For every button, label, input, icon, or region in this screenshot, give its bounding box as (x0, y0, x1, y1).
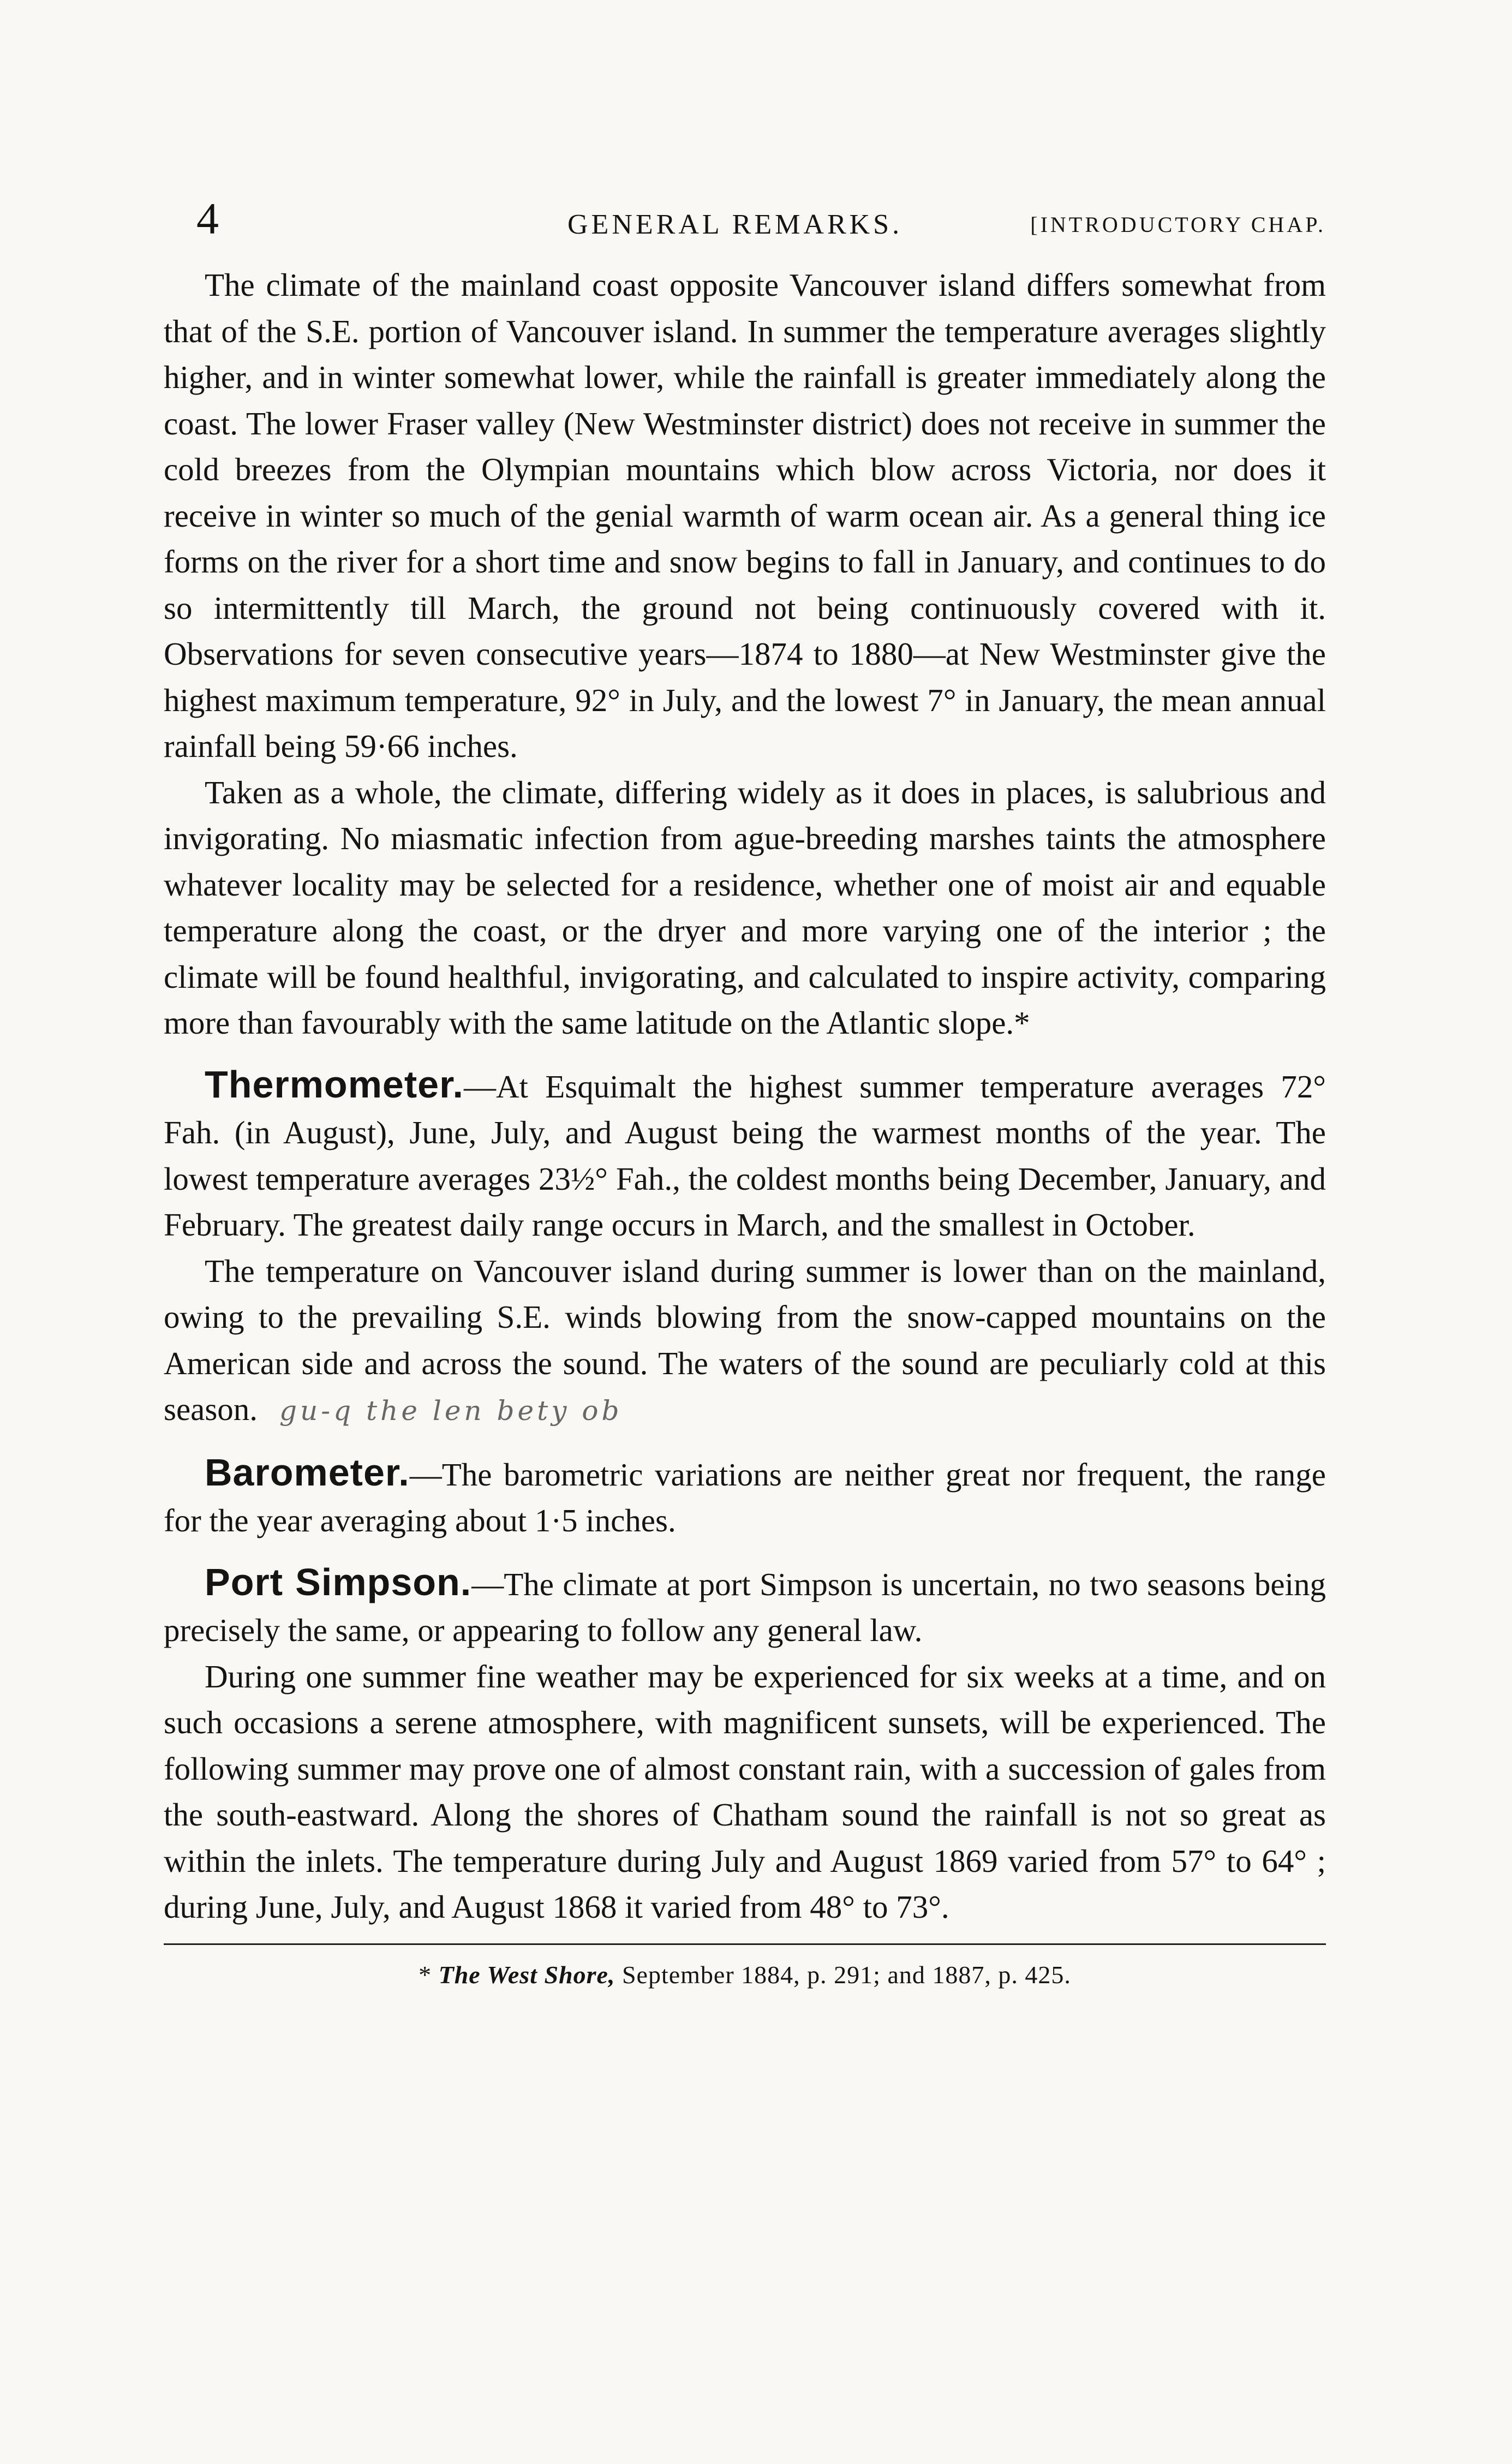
running-head-title: GENERAL REMARKS. (567, 209, 903, 240)
port-simpson-text: —The climate at port Simpson is uncertain, no two seasons being precisely the same, or appearing to follow any general law. (164, 1566, 1326, 1648)
handwritten-annotation: gu-q the len bety ob (279, 1395, 623, 1427)
port-simpson-section (164, 1559, 1326, 1654)
paragraph-mainland-climate: The climate of the mainland coast opposite Vancouver island differs somewhat from that of the S.E. portion of Vancouver island. In summer the temperature averages slightly higher, and in winter somewhat lower, while the rainfall is greater immediately along the coast. The lower Fraser valley (New Westminster district) does not receive in summer the cold breezes from the Olympian mountains which blow across Victoria, nor does it receive in winter so much of the genial warmth of warm ocean air. As a general thing ice forms on the river for a short time and snow begins to fall in January, and continues to do so intermittently till March, the ground not being continuously covered with it. Observations for seven consecutive years—1874 to 1880—at New Westminster give the highest maximum temperature, 92° in July, and the lowest 7° in January, the mean annual rainfall being 59·66 inches. (164, 267, 1326, 764)
thermometer-text: —At Esquimalt the highest summer temperature averages 72° Fah. (in August), June, July, and August being the warmest months of the year. The lowest temperature averages 23½° Fah., the coldest months being December, January, and February. The greatest daily range occurs in March, and the smallest in October. (164, 1068, 1326, 1243)
running-head (164, 196, 1326, 262)
barometer-section (164, 1449, 1326, 1544)
paragraph-climate-summary: Taken as a whole, the climate, differing widely as it does in places, is salubrious and invigorating. No miasmatic infection from ague-breeding marshes taints the atmosphere whatever locality may be selected for a residence, whether one of moist air and equable temperature along the coast, or the dryer and more varying one of the interior ; the climate will be found healthful, invigorating, and calculated to inspire activity, comparing more than favourably with the same latitude on the Atlantic slope.* (164, 774, 1326, 1041)
section-heading-port-simpson: Port Simpson. (205, 1560, 472, 1603)
page-content (164, 196, 1326, 1994)
section-heading-barometer: Barometer. (205, 1451, 410, 1494)
footnote (164, 1956, 1326, 1994)
running-head-chapter: [INTRODUCTORY CHAP. (1030, 212, 1326, 237)
footnote-citation: September 1884, p. 291; and 1887, p. 425. (621, 1960, 1071, 1989)
footnote-marker: * (419, 1960, 432, 1989)
footnote-divider (164, 1943, 1326, 1945)
vancouver-temperature-text: The temperature on Vancouver island during summer is lower than on the mainland, owing to the prevailing S.E. winds blowing from the snow-capped mountains on the American side and across the sound. The waters of the sound are peculiarly cold at this season. (164, 1252, 1326, 1427)
thermometer-section (164, 1061, 1326, 1248)
barometer-text: —The barometric variations are neither great nor frequent, the range for the year averaging about 1·5 inches. (164, 1456, 1326, 1538)
page-number: 4 (196, 194, 220, 243)
paragraph-summer-weather: During one summer fine weather may be experienced for six weeks at a time, and on such occasions a serene atmosphere, with magnificent sunsets, will be experienced. The following summer may prove one of almost constant rain, with a succession of gales from the south-eastward. Along the shores of Chatham sound the rainfall is not so great as within the inlets. The temperature during July and August 1869 varied from 57° to 64° ; during June, July, and August 1868 it varied from 48° to 73°. (164, 1658, 1326, 1925)
section-heading-thermometer: Thermometer. (205, 1063, 464, 1106)
paragraph-vancouver-temperature (164, 1248, 1326, 1434)
footnote-source-title: The West Shore, (438, 1960, 615, 1989)
